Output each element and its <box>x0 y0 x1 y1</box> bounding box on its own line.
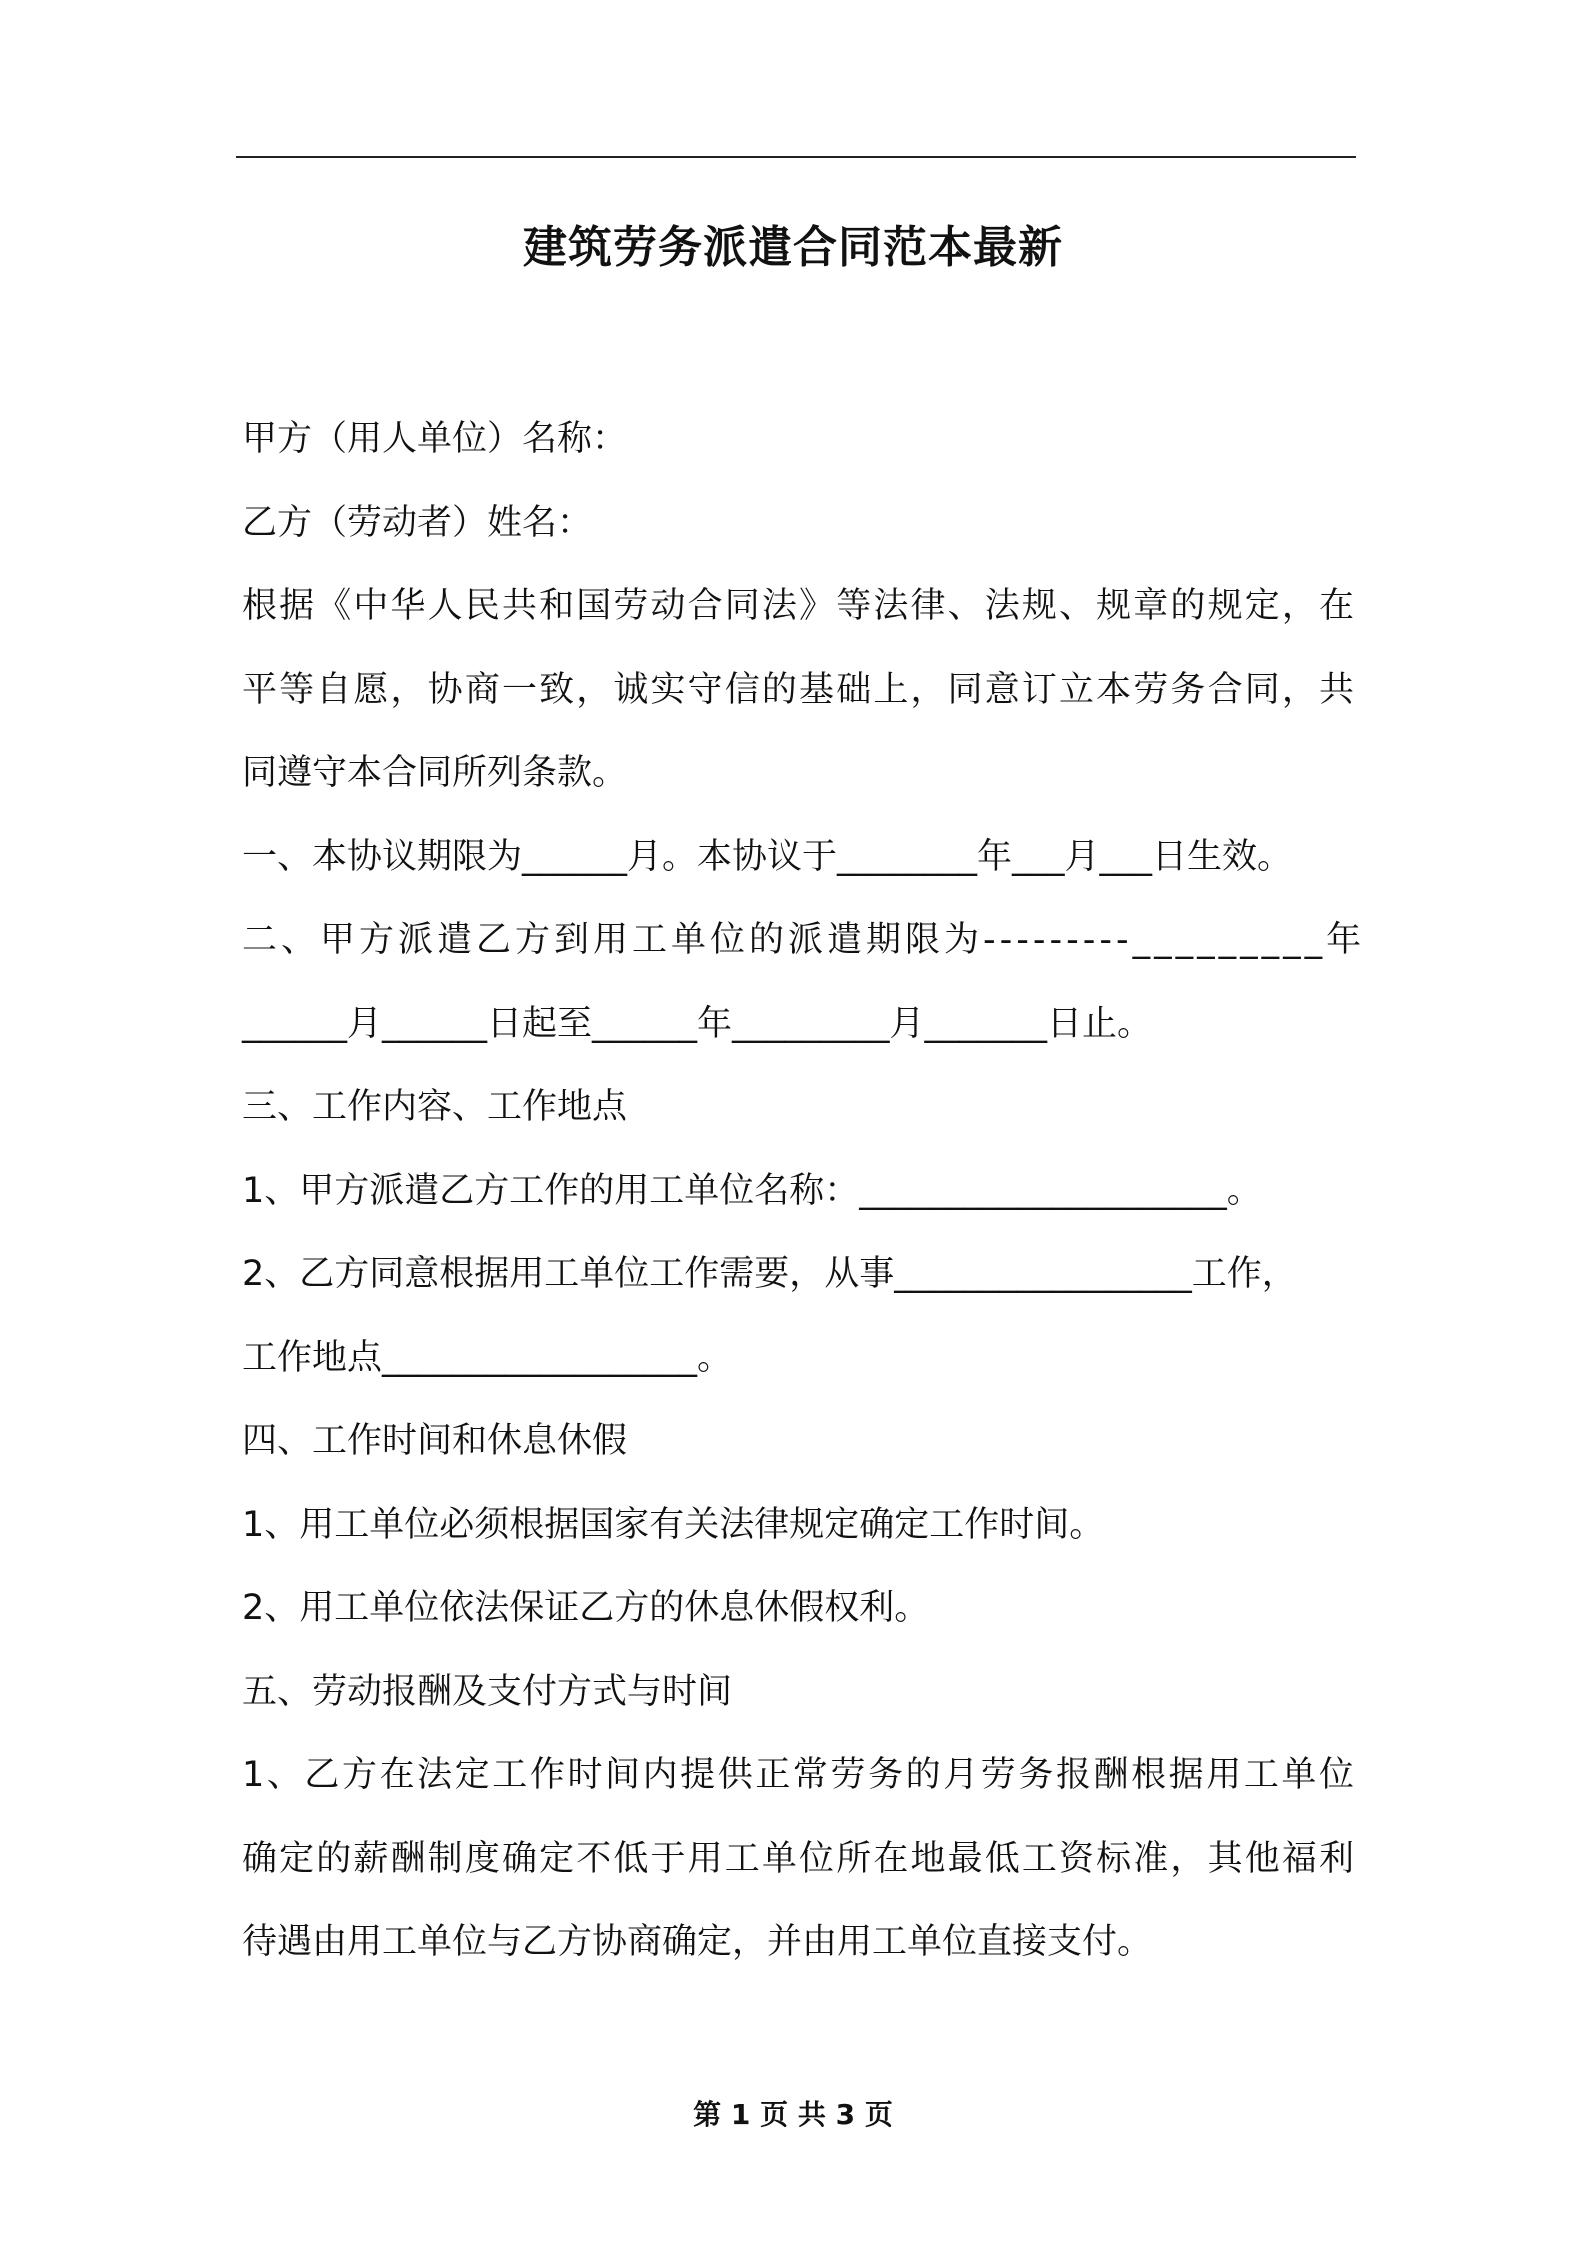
section-4-heading: 四、工作时间和休息休假 <box>242 1421 628 1461</box>
preamble-line-3: 同遵守本合同所列条款。 <box>242 753 628 793</box>
preamble-line-1: 根据《中华人民共和国劳动合同法》等法律、法规、规章的规定，在 <box>242 586 1354 626</box>
section-3-item-1: 1、甲方派遣乙方工作的用工单位名称：_____________________。 <box>242 1170 1262 1211</box>
section-5-item-1-line-2: 确定的薪酬制度确定不低于用工单位所在地最低工资标准，其他福利 <box>242 1838 1354 1879</box>
document-title: 建筑劳务派遣合同范本最新 <box>523 222 1063 273</box>
clause-2-dispatch-dates: ______月______日起至______年_________月_______日止。 <box>242 1003 1153 1044</box>
document-body <box>242 398 1372 1985</box>
clause-2-dispatch-period: 二、甲方派遣乙方到用工单位的派遣期限为---------_________年 <box>242 920 1366 960</box>
page-number-footer: 第 1 页 共 3 页 <box>693 2098 893 2131</box>
party-a-line: 甲方（用人单位）名称： <box>242 419 628 459</box>
preamble-line-2: 平等自愿，协商一致，诚实守信的基础上，同意订立本劳务合同，共 <box>242 669 1354 710</box>
section-3-item-2: 2、乙方同意根据用工单位工作需要，从事_________________工作， <box>242 1254 1297 1294</box>
section-5-heading: 五、劳动报酬及支付方式与时间 <box>242 1671 733 1712</box>
party-b-line: 乙方（劳动者）姓名： <box>242 502 593 543</box>
section-4-item-1: 1、用工单位必须根据国家有关法律规定确定工作时间。 <box>242 1504 1105 1545</box>
section-4-item-2: 2、用工单位依法保证乙方的休息休假权利。 <box>242 1588 930 1628</box>
clause-1-term: 一、本协议期限为______月。本协议于________年___月___日生效。 <box>242 836 1293 877</box>
section-3-heading: 三、工作内容、工作地点 <box>242 1087 628 1127</box>
section-5-item-1-line-3: 待遇由用工单位与乙方协商确定，并由用工单位直接支付。 <box>242 1922 1153 1962</box>
header-rule <box>236 156 1356 158</box>
section-3-item-2-cont: 工作地点__________________。 <box>242 1337 733 1378</box>
section-5-item-1-line-1: 1、乙方在法定工作时间内提供正常劳务的月劳务报酬根据用工单位 <box>242 1755 1354 1795</box>
